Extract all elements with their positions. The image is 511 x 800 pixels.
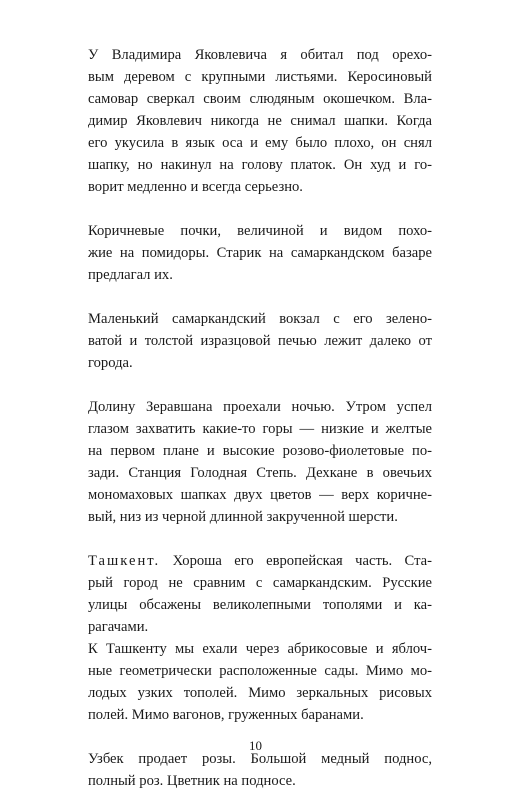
text-line: вый, низ из черной длинной закрученной шерсти. xyxy=(88,509,398,525)
text-line: рагачами. xyxy=(88,619,149,635)
text-line: полей. Мимо вагонов, груженных баранами. xyxy=(88,707,364,723)
text-line: на первом плане и высокие розово-фиолетовые по- xyxy=(88,443,432,459)
text-line: Маленький самаркандский вокзал с его зелено- xyxy=(88,311,432,327)
text-line: ные геометрически расположенные сады. Мимо мо- xyxy=(88,663,432,679)
text-line: Коричневые почки, величиной и видом похо- xyxy=(88,223,432,239)
text-line: самовар сверкал своим слюдяным окошечком. Вла- xyxy=(88,91,432,107)
paragraph-gap xyxy=(88,374,432,396)
text-line: шапку, но накинул на голову платок. Он худ и го- xyxy=(88,157,432,173)
text-line: города. xyxy=(88,355,133,371)
text-line: ворит медленно и всегда серьезно. xyxy=(88,179,303,195)
text-line: К Ташкенту мы ехали через абрикосовые и яблоч- xyxy=(88,641,432,657)
paragraph-2 xyxy=(88,220,432,286)
paragraph-4 xyxy=(88,396,432,528)
text-line: его укусила в язык оса и ему было плохо, он снял xyxy=(88,135,432,151)
paragraph-1 xyxy=(88,44,432,198)
paragraph-gap xyxy=(88,528,432,550)
paragraph-3 xyxy=(88,308,432,374)
text-line: димир Яковлевич никогда не снимал шапки. Когда xyxy=(88,113,432,129)
text-line xyxy=(88,550,432,572)
text-line: лодых узких тополей. Мимо зеркальных рисовых xyxy=(88,685,432,701)
text-line: вым деревом с крупными листьями. Керосиновый xyxy=(88,69,432,85)
text-line: предлагал их. xyxy=(88,267,173,283)
page-number: 10 xyxy=(249,738,262,753)
paragraph-gap xyxy=(88,286,432,308)
text-line: мономаховых шапках двух цветов — верх коричне- xyxy=(88,487,432,503)
paragraph-gap xyxy=(88,198,432,220)
text-line: ватой и толстой изразцовой печью лежит далеко от xyxy=(88,333,432,349)
text-line: Узбек продает розы. Большой медный поднос, xyxy=(88,751,432,767)
page-body xyxy=(88,44,432,792)
spaced-heading-word: Ташкент. xyxy=(88,553,161,569)
text-fragment: Хороша его европейская часть. Ста- xyxy=(160,553,432,569)
text-line: У Владимира Яковлевича я обитал под орехо- xyxy=(88,47,432,63)
text-line: полный роз. Цветник на подносе. xyxy=(88,773,296,789)
text-line: жие на помидоры. Старик на самаркандском базаре xyxy=(88,245,432,261)
text-line: зади. Станция Голодная Степь. Дехкане в овечьих xyxy=(88,465,432,481)
paragraph-6 xyxy=(88,748,432,792)
text-line: глазом захватить какие-то горы — низкие и желтые xyxy=(88,421,432,437)
paragraph-5 xyxy=(88,550,432,726)
text-line: улицы обсажены великолепными тополями и ка- xyxy=(88,597,432,613)
text-line: рый город не сравним с самаркандским. Русские xyxy=(88,575,432,591)
text-line: Долину Зеравшана проехали ночью. Утром успел xyxy=(88,399,432,415)
